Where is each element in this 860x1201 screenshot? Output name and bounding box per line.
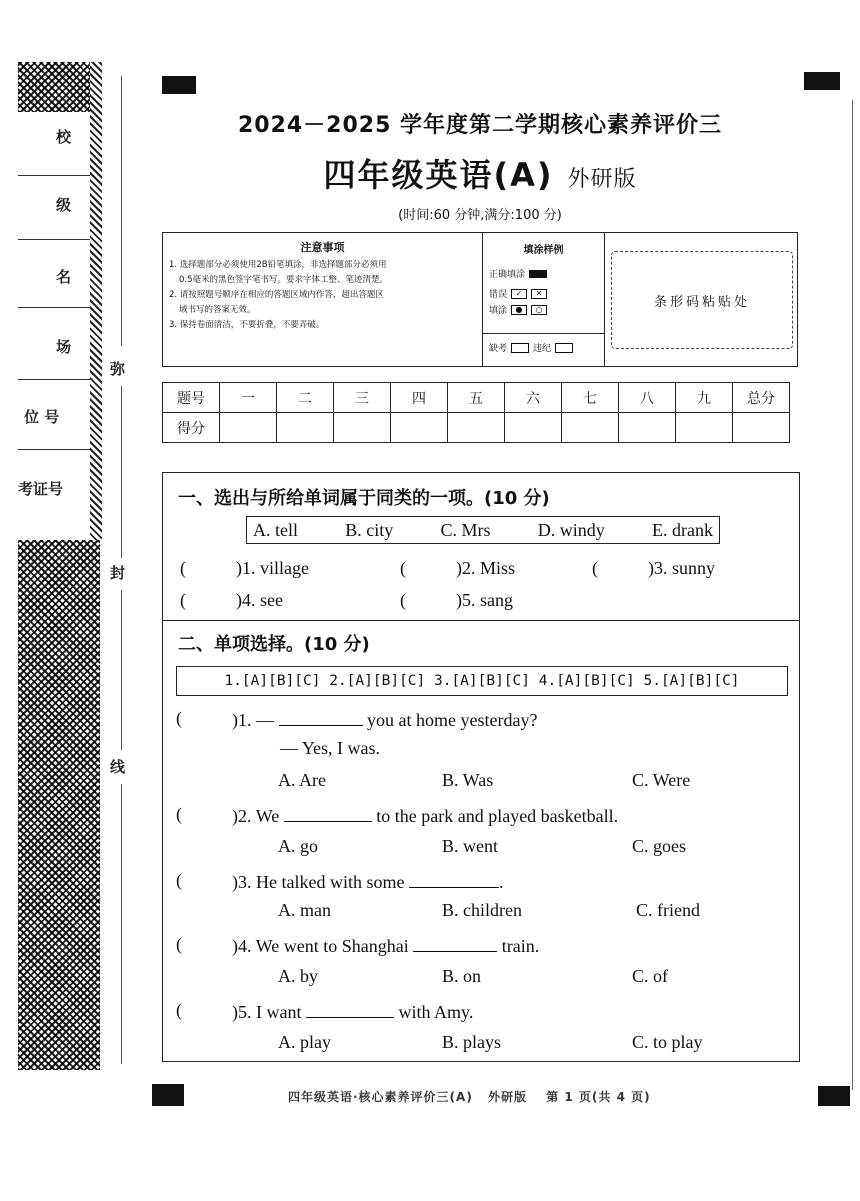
answer-paren[interactable]: ( [176,870,182,890]
divider [483,333,604,334]
info-box-room [18,308,90,380]
section1-word-box [246,516,720,544]
word-option: E. drank [652,519,713,540]
section-divider [162,620,800,621]
notice-item: 2. 请按照题号顺序在相应的答题区域内作答，超出答题区 [169,290,384,300]
subject-title [160,150,800,196]
section2-question [232,1000,473,1023]
option-c: C. Were [632,770,691,790]
footer-exam-name: 四年级英语·核心素养评价三(A) [288,1090,473,1104]
answer-blank[interactable] [409,870,499,888]
exam-title: 2024－2025 学年度第二学期核心素养评价三 [237,113,723,138]
section2-question [232,804,618,827]
check-mark-icon: ✓ [511,289,527,299]
question-prefix: We [255,806,280,826]
score-header-cell: 五 [448,383,505,413]
seal-char: 封 [110,564,126,582]
notice-item: 1. 选择题部分必须使用2B铅笔填涂，非选择题部分必须用 [169,260,387,270]
option-a: A. play [278,1032,331,1052]
answer-paren[interactable]: ( [176,1000,182,1020]
question-word: sunny [672,558,716,578]
fill-correct-row [489,267,547,280]
score-header-cell: 四 [391,383,448,413]
absent-checkbox[interactable] [511,343,529,353]
question-number: )3. [232,872,252,892]
word-option: D. windy [537,519,605,540]
fill-wrong-row [489,287,547,300]
filled-dot-icon: ● [511,305,527,315]
score-cell[interactable] [505,413,562,443]
solid-fill-icon [529,270,547,278]
option-b: B. on [442,966,482,986]
answer-blank[interactable] [279,708,363,726]
corner-mark [818,1086,850,1106]
notice-item: 3. 保持卷面清洁，不要折叠，不要弄破。 [169,320,325,330]
absent-row [489,341,573,354]
word-option: A. tell [253,519,298,540]
question-word: Miss [480,558,516,578]
footer-page-number: 第 1 页(共 4 页) [546,1090,651,1104]
option-c: C. goes [632,836,686,856]
notice-title: 注意事项 [300,241,345,254]
option-a: A. by [278,966,318,986]
score-cell[interactable] [562,413,619,443]
binding-line [121,590,122,750]
footer-edition: 外研版 [488,1090,528,1104]
option-c: C. to play [632,1032,703,1052]
question-suffix: to the park and played basketball. [376,806,619,826]
seal-char: 线 [110,758,126,776]
answer-paren[interactable]: ( [400,590,406,610]
answer-paren[interactable]: ( [180,558,186,578]
question-number: )3. [648,558,668,578]
fill-fill-label: 填涂 [489,306,508,316]
fill-wrong-label: 错误 [489,290,508,300]
exam-info: (时间:60 分钟,满分:100 分) [398,208,562,223]
fill-example-title: 填涂样例 [523,245,564,256]
question-number: )4. [232,936,252,956]
question-number: )4. [236,590,256,610]
score-cell[interactable] [391,413,448,443]
answer-blank[interactable] [306,1000,394,1018]
question-word: see [260,590,283,610]
fill-example [483,233,605,366]
option-c: C. of [632,966,668,986]
section2-question [232,934,539,957]
violation-label: 违纪 [533,344,552,354]
question-suffix: . [498,872,504,892]
barcode-area: 条形码粘贴处 [611,251,793,349]
info-box-class [18,176,90,240]
label-room: 场 [56,338,72,356]
answer-paren[interactable]: ( [180,590,186,610]
info-box-school [18,112,90,176]
label-class: 级 [56,196,72,214]
score-row-label: 得分 [163,413,220,443]
notice-box [162,232,798,367]
edition-label: 外研版 [567,167,637,192]
score-header-cell: 总分 [733,383,790,413]
score-header-cell: 八 [619,383,676,413]
score-cell[interactable] [448,413,505,443]
label-seat: 位 号 [24,408,60,426]
answer-paren[interactable]: ( [592,558,598,578]
binding-line [121,386,122,558]
question-suffix: with Amy. [398,1002,474,1022]
subject-name: 四年级英语(A) [323,156,554,194]
score-cell[interactable] [619,413,676,443]
option-b: B. went [442,836,498,856]
dialogue-reply: — Yes, I was. [280,738,381,758]
absent-label: 缺考 [489,344,508,354]
option-a: A. go [278,836,318,856]
word-option: B. city [345,519,394,540]
section2-question [232,870,503,893]
section1-question [236,558,309,579]
violation-checkbox[interactable] [555,343,573,353]
score-header-cell: 三 [334,383,391,413]
question-number: )1. [236,558,256,578]
answer-blank[interactable] [284,804,372,822]
page-footer [288,1088,768,1105]
score-table-score-row [163,413,790,443]
option-b: B. Was [442,770,494,790]
question-prefix: He talked with some [256,872,405,892]
cross-mark-icon: ✕ [531,289,547,299]
score-cell[interactable] [676,413,733,443]
notice-instructions [163,233,483,366]
option-a: A. man [278,900,331,920]
corner-mark [162,76,196,94]
question-suffix: train. [501,936,540,956]
section2-title: 二、单项选择。(10 分) [178,634,370,655]
section1-question [236,590,283,611]
label-name: 名 [56,268,72,286]
label-exam-id: 考证号 [18,480,64,498]
question-number: )1. [232,710,252,730]
binding-hatch-side [90,62,102,542]
score-header-cell: 九 [676,383,733,413]
score-header-cell: 六 [505,383,562,413]
question-suffix: you at home yesterday? [367,710,538,730]
section1-question [648,558,715,579]
score-cell[interactable] [334,413,391,443]
corner-mark [152,1084,184,1106]
answer-paren[interactable]: ( [400,558,406,578]
score-cell[interactable] [220,413,277,443]
score-table-header-row [163,383,790,413]
option-c: C. friend [636,900,700,920]
notice-item: 0.5毫米的黑色签字笔书写。要求字体工整、笔迹清楚。 [179,275,389,285]
corner-mark [804,72,840,90]
score-header-cell: 一 [220,383,277,413]
fill-correct-label: 正确填涂 [489,270,526,280]
question-word: sang [480,590,513,610]
notice-item: 域书写的答案无效。 [179,305,256,315]
binding-hatch-bottom [18,540,100,1070]
page-edge-line [852,100,853,1090]
section1-title: 一、选出与所给单词属于同类的一项。(10 分) [178,488,550,509]
question-number: )5. [456,590,476,610]
answer-bubble-strip[interactable]: 1.[A][B][C] 2.[A][B][C] 3.[A][B][C] 4.[A][B][C] 5.[A][B][C] [176,666,788,696]
option-b: B. children [442,900,522,920]
score-table [162,382,790,443]
answer-paren[interactable]: ( [176,708,182,728]
section1-question [456,590,513,611]
word-option: C. Mrs [440,519,491,540]
fill-wrong-row [489,303,547,316]
question-prefix: — [256,710,274,730]
question-prefix: I want [256,1002,302,1022]
score-header-cell: 题号 [163,383,220,413]
info-box-name [18,240,90,308]
section2-question [232,708,537,731]
score-cell[interactable] [733,413,790,443]
section1-question [456,558,515,579]
question-number: )5. [232,1002,252,1022]
answer-paren[interactable]: ( [176,804,182,824]
answer-blank[interactable] [413,934,497,952]
binding-line [121,784,122,1064]
question-number: )2. [232,806,252,826]
label-school: 校 [56,128,72,146]
score-cell[interactable] [277,413,334,443]
option-a: A. Are [278,770,326,790]
score-header-cell: 二 [277,383,334,413]
answer-paren[interactable]: ( [176,934,182,954]
empty-circle-icon: ○ [531,305,547,315]
option-b: B. plays [442,1032,502,1052]
question-prefix: We went to Shanghai [255,936,409,956]
seal-char: 弥 [110,360,126,378]
question-word: village [260,558,309,578]
binding-hatch-top [18,62,100,112]
question-number: )2. [456,558,476,578]
score-header-cell: 七 [562,383,619,413]
binding-line [121,76,122,346]
